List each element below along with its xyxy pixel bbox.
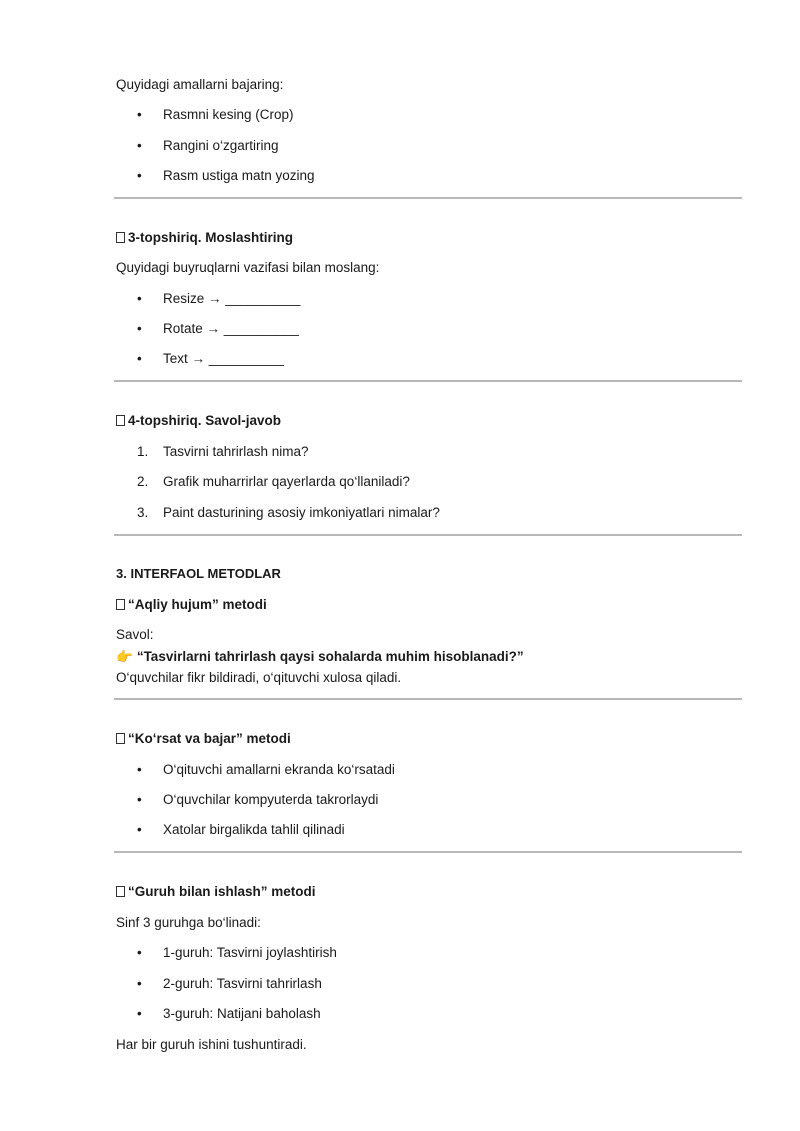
bullet: • xyxy=(137,792,142,807)
list-item: Text → __________ xyxy=(163,351,284,366)
divider xyxy=(114,380,742,382)
bullet: • xyxy=(137,1006,142,1021)
brainstorm-title-text: “Aqliy hujum” metodi xyxy=(128,597,267,612)
bullet: • xyxy=(137,822,142,837)
question-text: “Tasvirlarni tahrirlash qaysi sohalarda muhim hisoblanadi?” xyxy=(136,649,524,664)
missing-glyph-icon xyxy=(116,415,125,426)
missing-glyph-icon xyxy=(116,733,125,744)
list-item: Tasvirni tahrirlash nima? xyxy=(163,444,309,459)
list-item: Xatolar birgalikda tahlil qilinadi xyxy=(163,822,345,837)
bullet: • xyxy=(137,945,142,960)
list-item: 2-guruh: Tasvirni tahrirlash xyxy=(163,976,322,991)
task3-text: Quyidagi buyruqlarni vazifasi bilan moslang: xyxy=(116,260,380,275)
list-number: 3. xyxy=(137,505,149,520)
task4-title-text: 4-topshiriq. Savol-javob xyxy=(128,413,282,428)
bullet: • xyxy=(137,762,142,777)
divider xyxy=(114,534,742,536)
section-heading: 3. INTERFAOL METODLAR xyxy=(116,566,281,581)
missing-glyph-icon xyxy=(116,599,125,610)
list-item: 3-guruh: Natijani baholash xyxy=(163,1006,321,1021)
list-item: 1-guruh: Tasvirni joylashtirish xyxy=(163,945,337,960)
divider xyxy=(114,698,742,700)
bullet: • xyxy=(137,138,142,153)
bullet: • xyxy=(137,976,142,991)
group-title xyxy=(116,884,316,899)
list-item: Rangini o‘zgartiring xyxy=(163,138,279,153)
show-do-title xyxy=(116,731,291,746)
task4-title xyxy=(116,413,281,428)
brainstorm-title xyxy=(116,597,267,612)
missing-glyph-icon xyxy=(116,886,125,897)
bullet: • xyxy=(137,321,142,336)
list-number: 1. xyxy=(137,444,149,459)
missing-glyph-icon xyxy=(116,232,125,243)
group-text: Sinf 3 guruhga bo‘linadi: xyxy=(116,915,261,930)
divider xyxy=(114,851,742,853)
show-do-title-text: “Ko‘rsat va bajar” metodi xyxy=(128,731,291,746)
bullet: • xyxy=(137,168,142,183)
divider xyxy=(114,197,742,199)
bullet: • xyxy=(137,351,142,366)
bullet: • xyxy=(137,107,142,122)
task3-title xyxy=(116,230,293,245)
list-item: O‘quvchilar kompyuterda takrorlaydi xyxy=(163,792,379,807)
list-item: Paint dasturining asosiy imkoniyatlari nimalar? xyxy=(163,505,440,520)
pointing-hand-icon: 👉 xyxy=(116,649,133,664)
bullet: • xyxy=(137,291,142,306)
question-line xyxy=(116,649,524,665)
list-item: Resize → __________ xyxy=(163,291,301,306)
question-label: Savol: xyxy=(116,627,154,642)
list-item: O‘qituvchi amallarni ekranda ko‘rsatadi xyxy=(163,762,395,777)
intro-text: Quyidagi amallarni bajaring: xyxy=(116,77,284,92)
list-item: Grafik muharrirlar qayerlarda qo‘llaniladi? xyxy=(163,474,410,489)
list-number: 2. xyxy=(137,474,149,489)
list-item: Rotate → __________ xyxy=(163,321,299,336)
task3-title-text: 3-topshiriq. Moslashtiring xyxy=(128,230,294,245)
list-item: Rasm ustiga matn yozing xyxy=(163,168,315,183)
group-title-text: “Guruh bilan ishlash” metodi xyxy=(128,884,316,899)
list-item: Rasmni kesing (Crop) xyxy=(163,107,294,122)
group-after: Har bir guruh ishini tushuntiradi. xyxy=(116,1037,307,1052)
brainstorm-after: O‘quvchilar fikr bildiradi, o‘qituvchi xulosa qiladi. xyxy=(116,670,402,685)
